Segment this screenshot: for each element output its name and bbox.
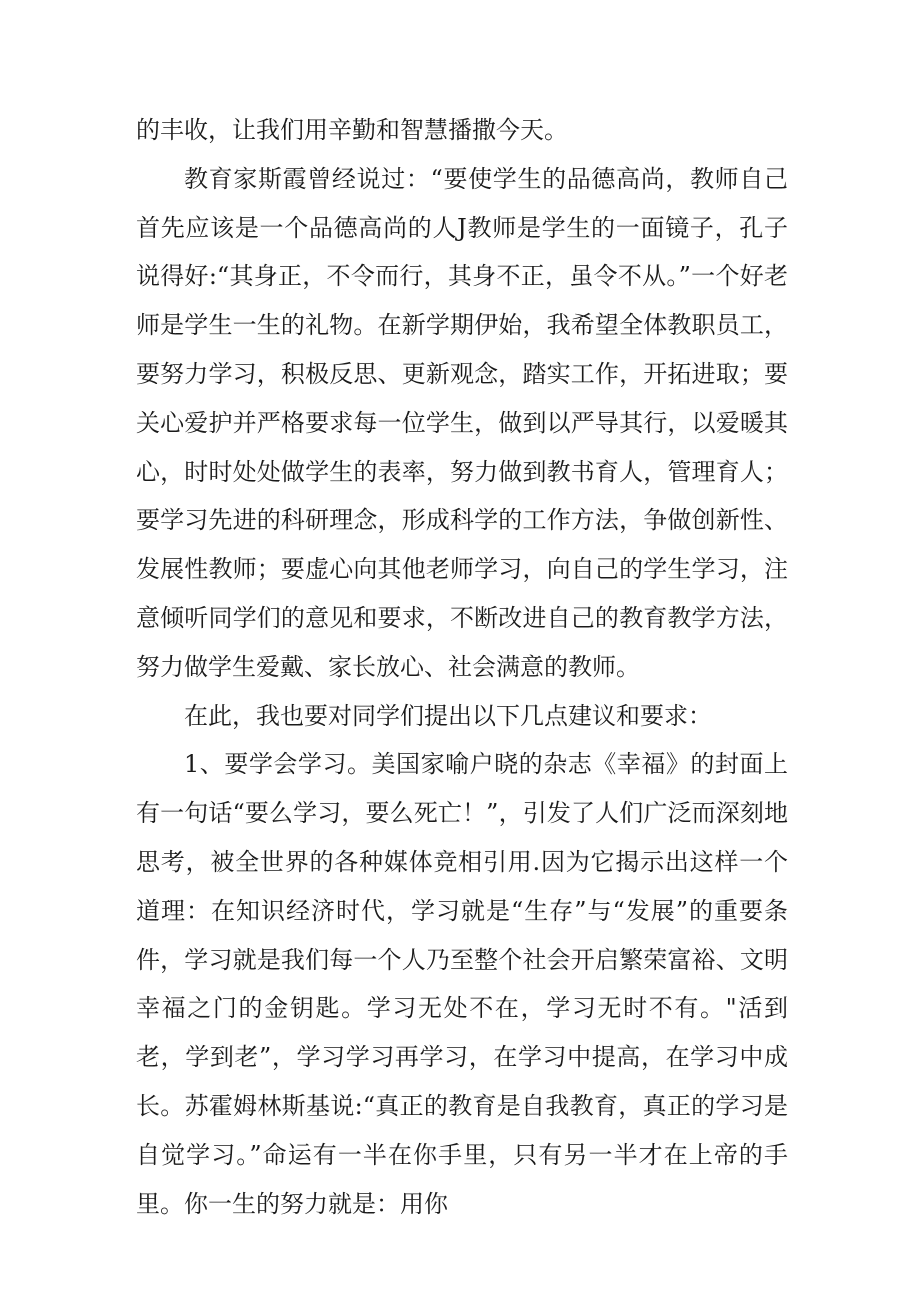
paragraph-continuation: 的丰收，让我们用辛勤和智慧播撒今天。 — [136, 116, 568, 144]
body-text — [136, 106, 788, 1228]
paragraph-learn-to-learn: 1、要学会学习。美国家喻户晓的杂志《幸福》的封面上有一句话“要么学习，要么死亡！”，引发了人们广泛而深刻地思考，被全世界的各种媒体竞相引用.因为它揭示出这样一个道理：在知识经济时代，学习就是“生存”与“发展”的重要条件，学习就是我们每一个人乃至整个社会开启繁荣富裕、文明幸福之门的金钥匙。学习无处不在，学习无时不有。"活到老，学到老”，学习学习再学习，在学习中提高，在学习中成长。苏霍姆林斯基说:“真正的教育是自我教育，真正的学习是自觉学习。”命运有一半在你手里，只有另一半才在上帝的手里。你一生的努力就是：用你 — [136, 750, 788, 1218]
paragraph-teacher-ethics: 教育家斯霞曾经说过：“要使学生的品德高尚，教师自己首先应该是一个品德高尚的人J教师是学生的一面镜子，孔子说得好:“其身正，不令而行，其身不正，虽令不从。”一个好老师是学生一生的礼物。在新学期伊始，我希望全体教职员工，要努力学习，积极反思、更新观念，踏实工作，开拓进取；要关心爱护并严格要求每一位学生，做到以严导其行，以爱暖其心，时时处处做学生的表率，努力做到教书育人，管理育人；要学习先进的科研理念，形成科学的工作方法，争做创新性、发展性教师；要虚心向其他老师学习，向自己的学生学习，注意倾听同学们的意见和要求，不断改进自己的教育教学方法，努力做学生爱戴、家长放心、社会满意的教师。 — [136, 164, 788, 681]
paragraph-intro-requirements: 在此，我也要对同学们提出以下几点建议和要求： — [184, 701, 712, 730]
